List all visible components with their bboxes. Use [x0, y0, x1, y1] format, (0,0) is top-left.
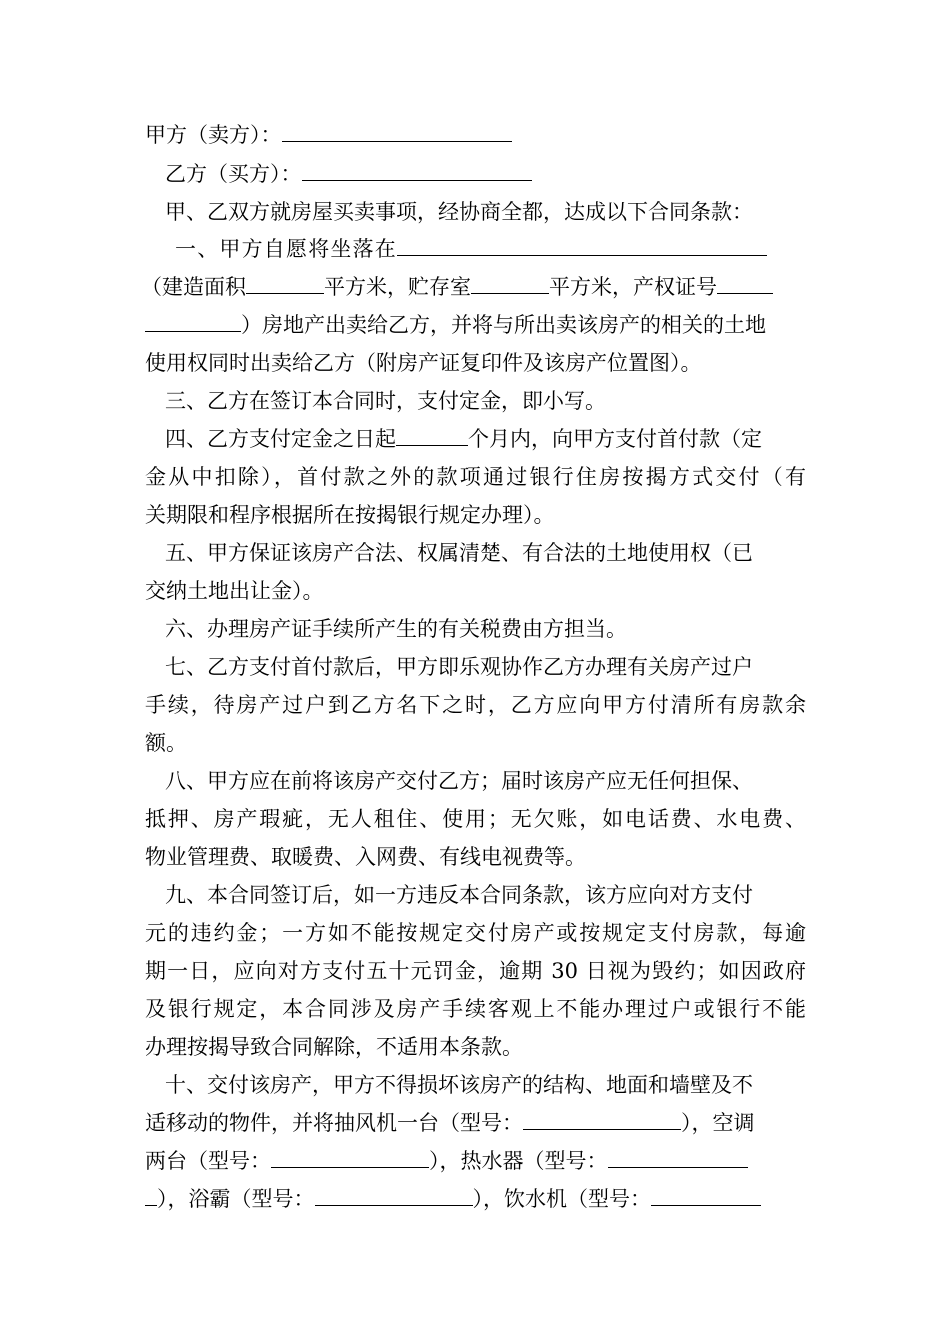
clause-5-line-1: 五、甲方保证该房产合法、权属清楚、有合法的土地使用权（已 [165, 541, 753, 565]
clause-10-text-b2: ），空调 [681, 1111, 755, 1135]
clause-8-line-1: 八、甲方应在前将该房产交付乙方；届时该房产应无任何担保、 [165, 769, 753, 793]
party-a-label: 甲方（卖方）： [145, 123, 282, 147]
clause-7-line-2: 手续，待房产过户到乙方名下之时，乙方应向甲方付清所有房款余 [145, 693, 806, 717]
clause-1-line-2 [141, 273, 773, 301]
clause-8-line-3: 物业管理费、取暖费、入网费、有线电视费等。 [145, 845, 586, 869]
clause-7-line-1: 七、乙方支付首付款后，甲方即乐观协作乙方办理有关房产过户 [165, 655, 753, 679]
clause-7-line-3: 额。 [145, 731, 187, 755]
party-b-label: 乙方（买方）： [165, 162, 302, 186]
clause-1-text-a: 一、甲方自愿将坐落在 [175, 237, 397, 261]
clause-4-text-b: 个月内，向甲方支付首付款（定 [468, 427, 762, 451]
party-b-line [165, 160, 532, 188]
clause-5-line-2: 交纳土地出让金）。 [145, 579, 324, 603]
clause-10-text-d1: ） [157, 1187, 168, 1211]
clause-9-line-2: 元的违约金；一方如不能按规定交付房产或按规定支付房款，每逾 [145, 921, 806, 945]
clause-9-line-3: 期一日，应向对方支付五十元罚金，逾期 30 日视为毁约；如因政府 [145, 959, 806, 983]
ac-model-blank [271, 1147, 429, 1168]
clause-6: 六、办理房产证手续所产生的有关税费由方担当。 [165, 617, 627, 641]
clause-10-text-c2: ），热水器（型号： [429, 1149, 608, 1173]
clause-4-line-1 [165, 425, 762, 453]
clause-9-line-5: 办理按揭导致合同解除，不适用本条款。 [145, 1035, 523, 1059]
months-blank [396, 425, 468, 446]
party-b-blank [302, 160, 532, 181]
water-heater-model-blank-2 [145, 1185, 157, 1206]
clause-10-line-2 [145, 1109, 755, 1137]
clause-10-line-1: 十、交付该房产，甲方不得损坏该房产的结构、地面和墙壁及不 [165, 1073, 753, 1097]
clause-1-line-1 [175, 235, 767, 263]
clause-10-text-d2: ，浴霸（型号： [167, 1187, 315, 1211]
clause-4-line-2: 金从中扣除），首付款之外的款项通过银行住房按揭方式交付（有 [145, 465, 806, 489]
bath-heater-model-blank [315, 1185, 473, 1206]
party-a-blank [282, 121, 512, 142]
clause-10-text-c1: 两台（型号： [145, 1149, 271, 1173]
clause-4-line-3: 关期限和程序根据所在按揭银行规定办理）。 [145, 503, 555, 527]
clause-8-line-2: 抵押、房产瑕疵，无人租住、使用；无欠账，如电话费、水电费、 [145, 807, 806, 831]
preamble: 甲、乙双方就房屋买卖事项，经协商全都，达成以下合同条款： [165, 200, 753, 224]
water-heater-model-blank-1 [608, 1147, 748, 1168]
clause-10-text-d3: ），饮水机（型号： [472, 1187, 651, 1211]
clause-1-text-b: （建造面积 [141, 275, 246, 299]
clause-1-text-d: 平方米，产权证号 [549, 275, 717, 299]
water-dispenser-model-blank [651, 1185, 761, 1206]
area-blank [246, 273, 324, 294]
fan-model-blank [523, 1109, 681, 1130]
clause-9-line-4: 及银行规定，本合同涉及房产手续客观上不能办理过户或银行不能 [145, 997, 806, 1021]
clause-9-line-1: 九、本合同签订后，如一方违反本合同条款，该方应向对方支付 [165, 883, 753, 907]
party-a-line [145, 121, 512, 149]
storage-area-blank [471, 273, 549, 294]
clause-1-text-c: 平方米，贮存室 [324, 275, 471, 299]
clause-10-line-3 [145, 1147, 748, 1175]
clause-10-text-b1: 适移动的物件，并将抽风机一台（型号： [145, 1111, 523, 1135]
clause-10-line-4 [145, 1185, 761, 1213]
clause-3: 三、乙方在签订本合同时，支付定金，即小写。 [165, 389, 606, 413]
clause-1-line-4: 使用权同时出卖给乙方（附房产证复印件及该房产位置图）。 [145, 351, 702, 375]
certificate-blank-2 [145, 311, 241, 332]
clause-4-text-a: 四、乙方支付定金之日起 [165, 427, 396, 451]
clause-1-text-e: ）房地产出卖给乙方，并将与所出卖该房产的相关的土地 [241, 313, 766, 337]
certificate-blank-1 [717, 273, 773, 294]
location-blank [397, 235, 767, 256]
clause-1-line-3 [145, 311, 766, 339]
